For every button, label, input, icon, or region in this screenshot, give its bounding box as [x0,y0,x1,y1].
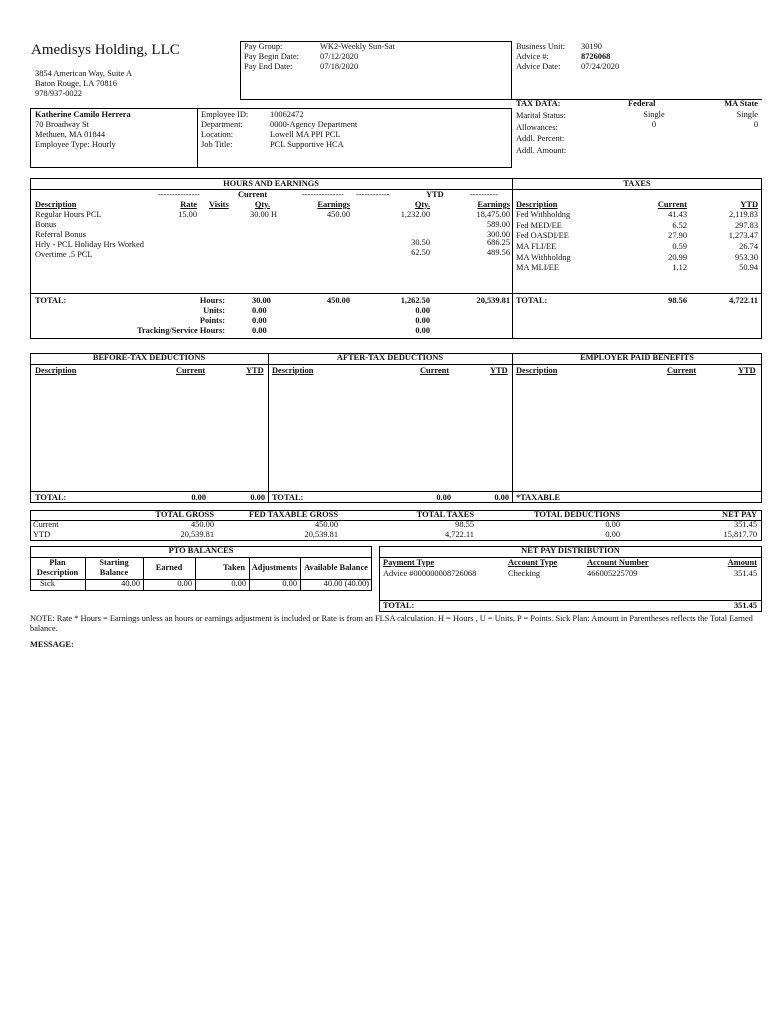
he-dashes-2: --------------- [302,190,344,199]
before-tax-total-ytd: 0.00 [250,493,265,502]
tax-data-state: MA State [724,99,758,108]
earnings-current: 450.00 [326,210,350,219]
earnings-qty: 30.00 H [250,210,277,219]
footnote: NOTE: Rate * Hours = Earnings unless an hours or earnings adjustment is included or Rate is from an FLSA calculation. H = Hours , U = Units, P = Points. Sick Plan: Amount in Parentheses reflects the Total Earned balance. [30,614,753,633]
account-number: 466005225709 [587,569,638,578]
pto-title: PTO BALANCES [168,546,234,555]
earnings-total-ytd-earn: 20,539.81 [476,296,510,305]
advice-labels: Business Unit: Advice #: Advice Date: [516,42,566,71]
net-pay-total: 351.45 [733,601,757,610]
after-tax-title: AFTER-TAX DEDUCTIONS [336,353,444,362]
table-row: Hrly - PCL Holiday Hrs Worked [35,240,144,249]
earnings-total-ytd: 1,262.50 0.00 0.00 0.00 [400,296,430,335]
tax-ytd: 2,119.83 297.83 1,273.47 26.74 953.30 50.94 [728,210,758,273]
earnings-total-current: 30.00 0.00 0.00 0.00 [252,296,271,335]
employee-address: Katherine Camilo Herrera 70 Broadway St Methuen, MA 01844 Employee Type: Hourly [35,110,131,149]
after-tax-total-current: 0.00 [436,493,451,502]
he-ytd-label: YTD [426,190,444,199]
before-tax-total-current: 0.00 [191,493,206,502]
tax-descriptions: Fed Withholdng Fed MED/EE Fed OASDI/EE MA FLI/EE MA Withholdng MA MLI/EE [516,210,571,273]
taxes-total-ytd: 4,722.11 [729,296,758,305]
company-address-1: 3854 American Way, Suite A [35,69,133,78]
summary-row-labels: Current YTD [33,520,59,539]
earnings-total-label: TOTAL: [35,296,67,305]
payment-type: Advice #000000008726068 [383,569,477,578]
he-dashes-1: --------------- [158,190,200,199]
payment-amount: 351.45 [733,569,757,578]
tax-current: 41.43 6.52 27.90 0.59 20.99 1.12 [668,210,687,273]
company-name: Amedisys Holding, LLC [31,42,180,58]
tax-data-title: TAX DATA: [516,99,561,108]
benefits-title: EMPLOYER PAID BENEFITS [580,353,694,362]
tax-data-federal-values: Single 0 [643,110,665,129]
deductions-box [30,353,762,503]
earnings-ytd-qty: 1,232.00 30.50 62.50 [400,210,430,257]
pay-info-labels: Pay Group: Pay Begin Date: Pay End Date: [244,42,299,71]
pay-statement-page: Amedisys Holding, LLC 3854 American Way, Suite A Baton Rouge, LA 70816 978/937-0022 Pay Group: Pay Begin Date: Pay End Date: WK2-Weekly Sun-Sat 07/12/2020 07/18/2020 Business Unit: Advice #: Advice Date: 30190 8726068 07/24/2020 Katherine Camilo Herrera 70 Broadway St Methuen, MA 01844 Employee Type: Hourly Employee ID: Department: Location: Job Title: 10062472 0000-Agency Department Lowell MA PPI PCL PCL Supportive HCA TAX DATA: Federal MA State Marital Status: Allowances: Addl. Percent: Addl. Amount: Single 0 Single 0 HOURS AND EARNINGS TAXES --------------- Current --------------- ------------ YTD ---------- Description Rate Visits Qty. Earnings Qty. Earnings Regular Hours PCL Bonus Referral Bonus Hrly - PCL Holiday Hrs Worked Overtime .5 PCL 15.00 30.00 H 450.00 1,232.00 30.50 62.50 18,475.00 589.00 300.00 686.25 489.56 Description Current YTD Fed Withholdng Fed MED/EE Fed OASDI/EE MA FLI/EE MA Withholdng MA MLI/EE 41.43 6.52 27.90 0.59 20.99 1.12 2,119.83 297.83 1,273.47 26.74 953.30 50.94 TOTAL: Hours: Units: Points: Tracking/Service Hours: 30.00 0.00 0.00 0.00 450.00 1,262.50 0.00 0.00 0.00 20,539.81 TOTAL: 98.56 4,722.11 BEFORE-TAX DEDUCTIONS AFTER-TAX DEDUCTIONS EMPLOYER PAID BENEFITS Description Current YTD Description Current YTD Description Current YTD TOTAL: 0.00 0.00 TOTAL: 0.00 0.00 *TAXABLE TOTAL GROSS FED TAXABLE GROSS TOTAL TAXES TOTAL DEDUCTIONS NET PAY Current YTD 450.00 20,539.81 450.00 20,539.81 98.55 4,722.11 0.00 0.00 351.45 15,817.70 PTO BALANCES Plan Description Starting Balance Earned Taken Adjustments Available Balance Sick 40.00 0.00 0.00 0.00 40.00 (40.00) NET PAY DISTRIBUTION Payment Type Account Type Account Number Amount Advice #000000008726068 Checking 466005225709 351.45 TOTAL: 351.45 NOTE: Rate * Hours = Earnings unless an hours or earnings adjustment is included or Rate is from an FLSA calculation. H = Hours , U = Units, P = Points. Sick Plan: Amount in Parentheses reflects the Total Earned balance. MESSAGE: [0,0,768,1024]
taxes-total-current: 98.56 [668,296,687,305]
tax-data-federal: Federal [628,99,656,108]
tax-data-labels: Marital Status: Allowances: Addl. Percent: Addl. Amount: [516,111,567,155]
employee-labels: Employee ID: Department: Location: Job Title: [201,110,249,149]
company-phone: 978/937-0022 [35,89,82,98]
hours-earnings-title: HOURS AND EARNINGS [223,179,319,188]
after-tax-total-ytd: 0.00 [494,493,509,502]
account-type: Checking [508,569,541,578]
taxes-title: TAXES [623,179,651,188]
taxes-total-label: TOTAL: [516,296,548,305]
pto-plan: Sick [40,579,55,588]
earnings-total-earn: 450.00 [326,296,350,305]
table-row: Bonus [35,220,57,229]
company-address-2: Baton Rouge, LA 70816 [35,79,117,88]
tax-data-state-values: Single 0 [736,110,758,129]
employee-values: 10062472 0000-Agency Department Lowell MA PPI PCL PCL Supportive HCA [270,110,358,149]
earnings-descriptions [35,210,144,260]
before-tax-title: BEFORE-TAX DEDUCTIONS [92,353,206,362]
earnings-ytd-earn: 18,475.00 589.00 300.00 686.25 489.56 [476,210,510,257]
message-label: MESSAGE: [30,640,74,649]
table-row: Regular Hours PCL [35,210,102,219]
he-dashes-3: ------------ [356,190,390,199]
earnings-rates: 15.00 [178,210,197,219]
advice-values: 30190 8726068 07/24/2020 [581,42,620,71]
net-pay-title: NET PAY DISTRIBUTION [521,546,620,555]
taxable-note: *TAXABLE [516,493,561,502]
he-dashes-4: ---------- [470,190,498,199]
pay-info-values: WK2-Weekly Sun-Sat 07/12/2020 07/18/2020 [320,42,395,71]
he-current-label: Current [238,190,268,199]
earnings-total-sublabels: Hours: Units: Points: Tracking/Service Hours: [136,296,225,335]
table-row: Overtime .5 PCL [35,250,93,259]
table-row: Referral Bonus [35,230,86,239]
employee-name: Katherine Camilo Herrera [35,110,131,119]
